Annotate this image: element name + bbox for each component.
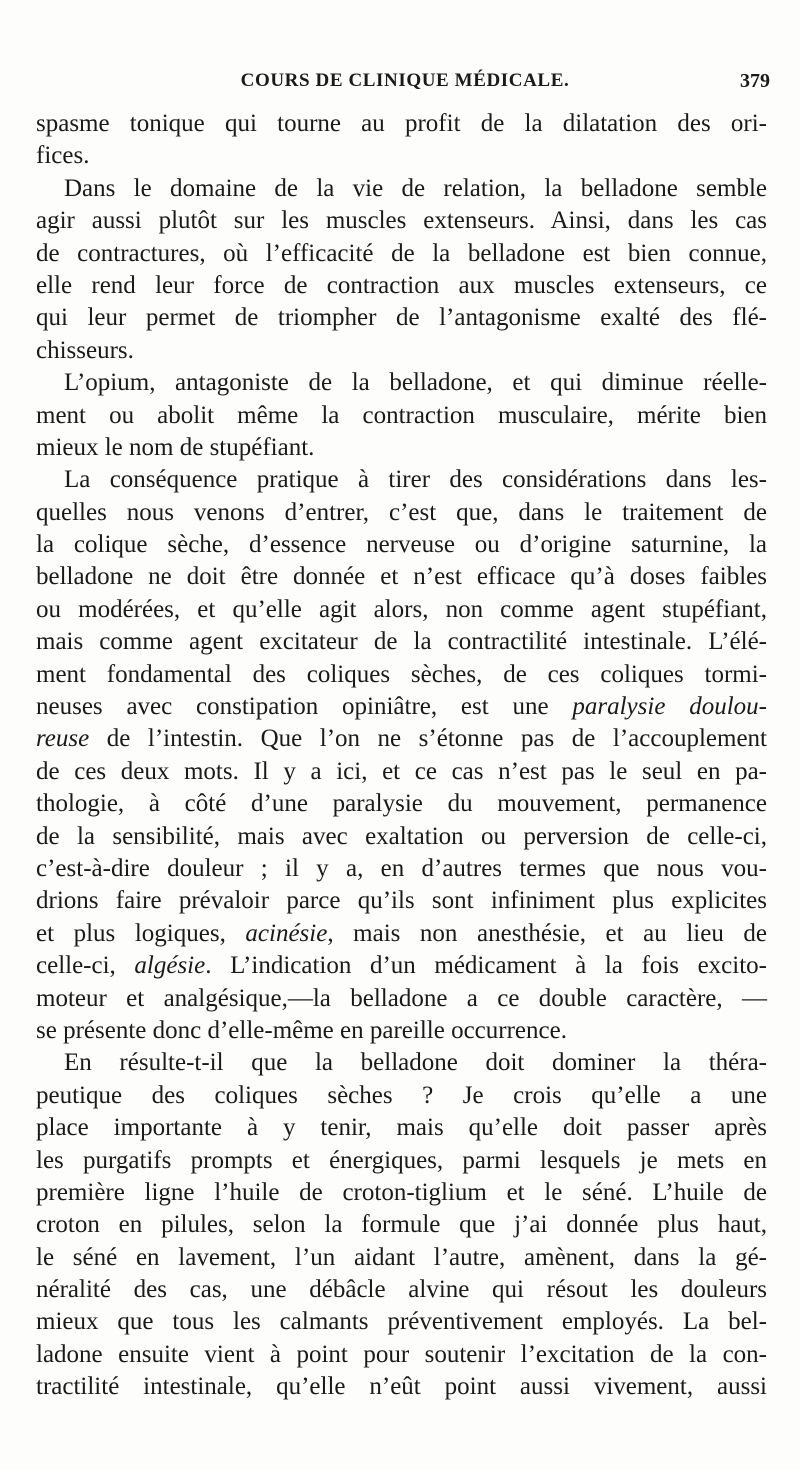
- text-line: [36, 821, 767, 853]
- italic-term: acinésie: [245, 919, 328, 947]
- text-run: . L’indication d’un médicament à la fois excito-: [205, 952, 767, 980]
- text-run: spasme tonique qui tourne au profit de la dilatation des ori-: [36, 110, 767, 137]
- italic-term: paralysie doulou-: [572, 693, 767, 721]
- text-line: [36, 723, 767, 755]
- text-run: En résulte-t-il que la belladone doit dominer la théra-: [64, 1049, 767, 1077]
- text-line: [36, 270, 767, 302]
- text-run: peutique des coliques sèches ? Je crois qu’elle a une: [36, 1081, 767, 1109]
- text-line: [36, 1047, 767, 1079]
- text-line: [36, 1242, 767, 1274]
- text-run: les purgatifs prompts et énergiques, parmi lesquels je mets en: [36, 1146, 767, 1174]
- text-run: Dans le domaine de la vie de relation, la belladone semble: [64, 174, 767, 202]
- text-line: [36, 1371, 767, 1403]
- text-run: L’opium, antagoniste de la belladone, et qui diminue réelle-: [64, 369, 767, 397]
- text-line: [36, 400, 767, 432]
- text-line: [36, 756, 767, 788]
- text-run: ladone ensuite vient à point pour soutenir l’excitation de la con-: [36, 1340, 767, 1368]
- page-number: 379: [740, 70, 770, 92]
- text-line: [36, 853, 767, 885]
- text-run: mais comme agent excitateur de la contractilité intestinale. L’élé-: [36, 628, 767, 656]
- italic-term: algésie: [134, 952, 206, 980]
- text-run: La conséquence pratique à tirer des considérations dans les-: [64, 466, 767, 494]
- text-line: [36, 238, 767, 270]
- text-run: de contractures, où l’efficacité de la belladone est bien connue,: [36, 239, 767, 267]
- text-run: et plus logiques,: [36, 919, 246, 947]
- text-run: mieux le nom de stupéfiant.: [36, 433, 315, 461]
- text-run: fices.: [36, 142, 90, 170]
- text-run: quelles nous venons d’entrer, c’est que, dans le traitement de: [36, 498, 767, 526]
- text-line: [36, 464, 767, 496]
- text-line: [36, 788, 767, 820]
- text-line: [36, 1145, 767, 1177]
- text-run: elle rend leur force de contraction aux muscles extenseurs, ce: [36, 271, 767, 299]
- text-line: [36, 140, 767, 172]
- text-run: ment fondamental des coliques sèches, de ces coliques tormi-: [36, 660, 767, 688]
- text-run: néralité des cas, une débâcle alvine qui résout les douleurs: [36, 1276, 767, 1304]
- text-line: [36, 205, 767, 237]
- text-run: moteur et analgésique,—la belladone a ce double caractère, —: [36, 984, 767, 1012]
- text-line: [36, 626, 767, 658]
- text-run: place importante à y tenir, mais qu’elle doit passer après: [36, 1114, 767, 1142]
- text-line: [36, 108, 767, 140]
- text-line: [36, 302, 767, 334]
- text-line: [36, 432, 767, 464]
- text-line: [36, 335, 767, 367]
- text-run: c’est-à-dire douleur ; il y a, en d’autres termes que nous vou-: [36, 854, 767, 882]
- text-line: [36, 918, 767, 950]
- text-line: [36, 1177, 767, 1209]
- text-run: le séné en lavement, l’un aidant l’autre, amènent, dans la gé-: [36, 1243, 767, 1271]
- text-run: ou modérées, et qu’elle agit alors, non comme agent stupéfiant,: [36, 595, 767, 623]
- text-line: [36, 659, 767, 691]
- text-line: [36, 367, 767, 399]
- text-line: [36, 594, 767, 626]
- text-line: [36, 1274, 767, 1306]
- text-line: [36, 497, 767, 529]
- text-line: [36, 529, 767, 561]
- text-line: [36, 1306, 767, 1338]
- text-line: [36, 983, 767, 1015]
- text-run: belladone ne doit être donnée et n’est efficace qu’à doses faibles: [36, 563, 767, 591]
- text-run: drions faire prévaloir parce qu’ils sont infiniment plus explicites: [36, 887, 767, 915]
- text-run: , mais non anesthésie, et au lieu de: [327, 919, 767, 947]
- text-run: croton en pilules, selon la formule que j’ai donnée plus haut,: [36, 1211, 767, 1239]
- text-line: [36, 950, 767, 982]
- text-run: tractilité intestinale, qu’elle n’eût point aussi vivement, aussi: [36, 1373, 767, 1401]
- body-text: [36, 108, 767, 1404]
- text-line: [36, 691, 767, 723]
- text-run: mieux que tous les calmants préventivement employés. La bel-: [36, 1308, 767, 1336]
- text-run: se présente donc d’elle-même en pareille occurrence.: [36, 1016, 567, 1044]
- text-run: la colique sèche, d’essence nerveuse ou d’origine saturnine, la: [36, 531, 767, 559]
- text-run: ment ou abolit même la contraction musculaire, mérite bien: [36, 401, 767, 429]
- text-line: [36, 561, 767, 593]
- text-line: [36, 1209, 767, 1241]
- italic-term: reuse: [36, 725, 90, 753]
- text-run: agir aussi plutôt sur les muscles extenseurs. Ainsi, dans les cas: [36, 207, 767, 235]
- text-run: qui leur permet de triompher de l’antagonisme exalté des flé-: [36, 304, 767, 332]
- text-run: celle-ci,: [36, 952, 135, 980]
- text-run: première ligne l’huile de croton-tiglium et le séné. L’huile de: [36, 1178, 767, 1206]
- text-run: neuses avec constipation opiniâtre, est une: [36, 693, 573, 721]
- text-run: chisseurs.: [36, 336, 134, 364]
- text-line: [36, 1080, 767, 1112]
- text-line: [36, 1015, 767, 1047]
- text-line: [36, 1339, 767, 1371]
- text-line: [36, 885, 767, 917]
- text-run: thologie, à côté d’une paralysie du mouvement, permanence: [36, 790, 767, 818]
- text-line: [36, 1112, 767, 1144]
- text-run: de ces deux mots. Il y a ici, et ce cas n’est pas le seul en pa-: [36, 757, 767, 785]
- text-run: de la sensibilité, mais avec exaltation ou perversion de celle-ci,: [36, 822, 767, 850]
- running-head-title: COURS DE CLINIQUE MÉDICALE.: [240, 70, 570, 91]
- running-head: [40, 70, 770, 100]
- text-run: de l’intestin. Que l’on ne s’étonne pas de l’accouplement: [89, 725, 767, 753]
- text-line: [36, 173, 767, 205]
